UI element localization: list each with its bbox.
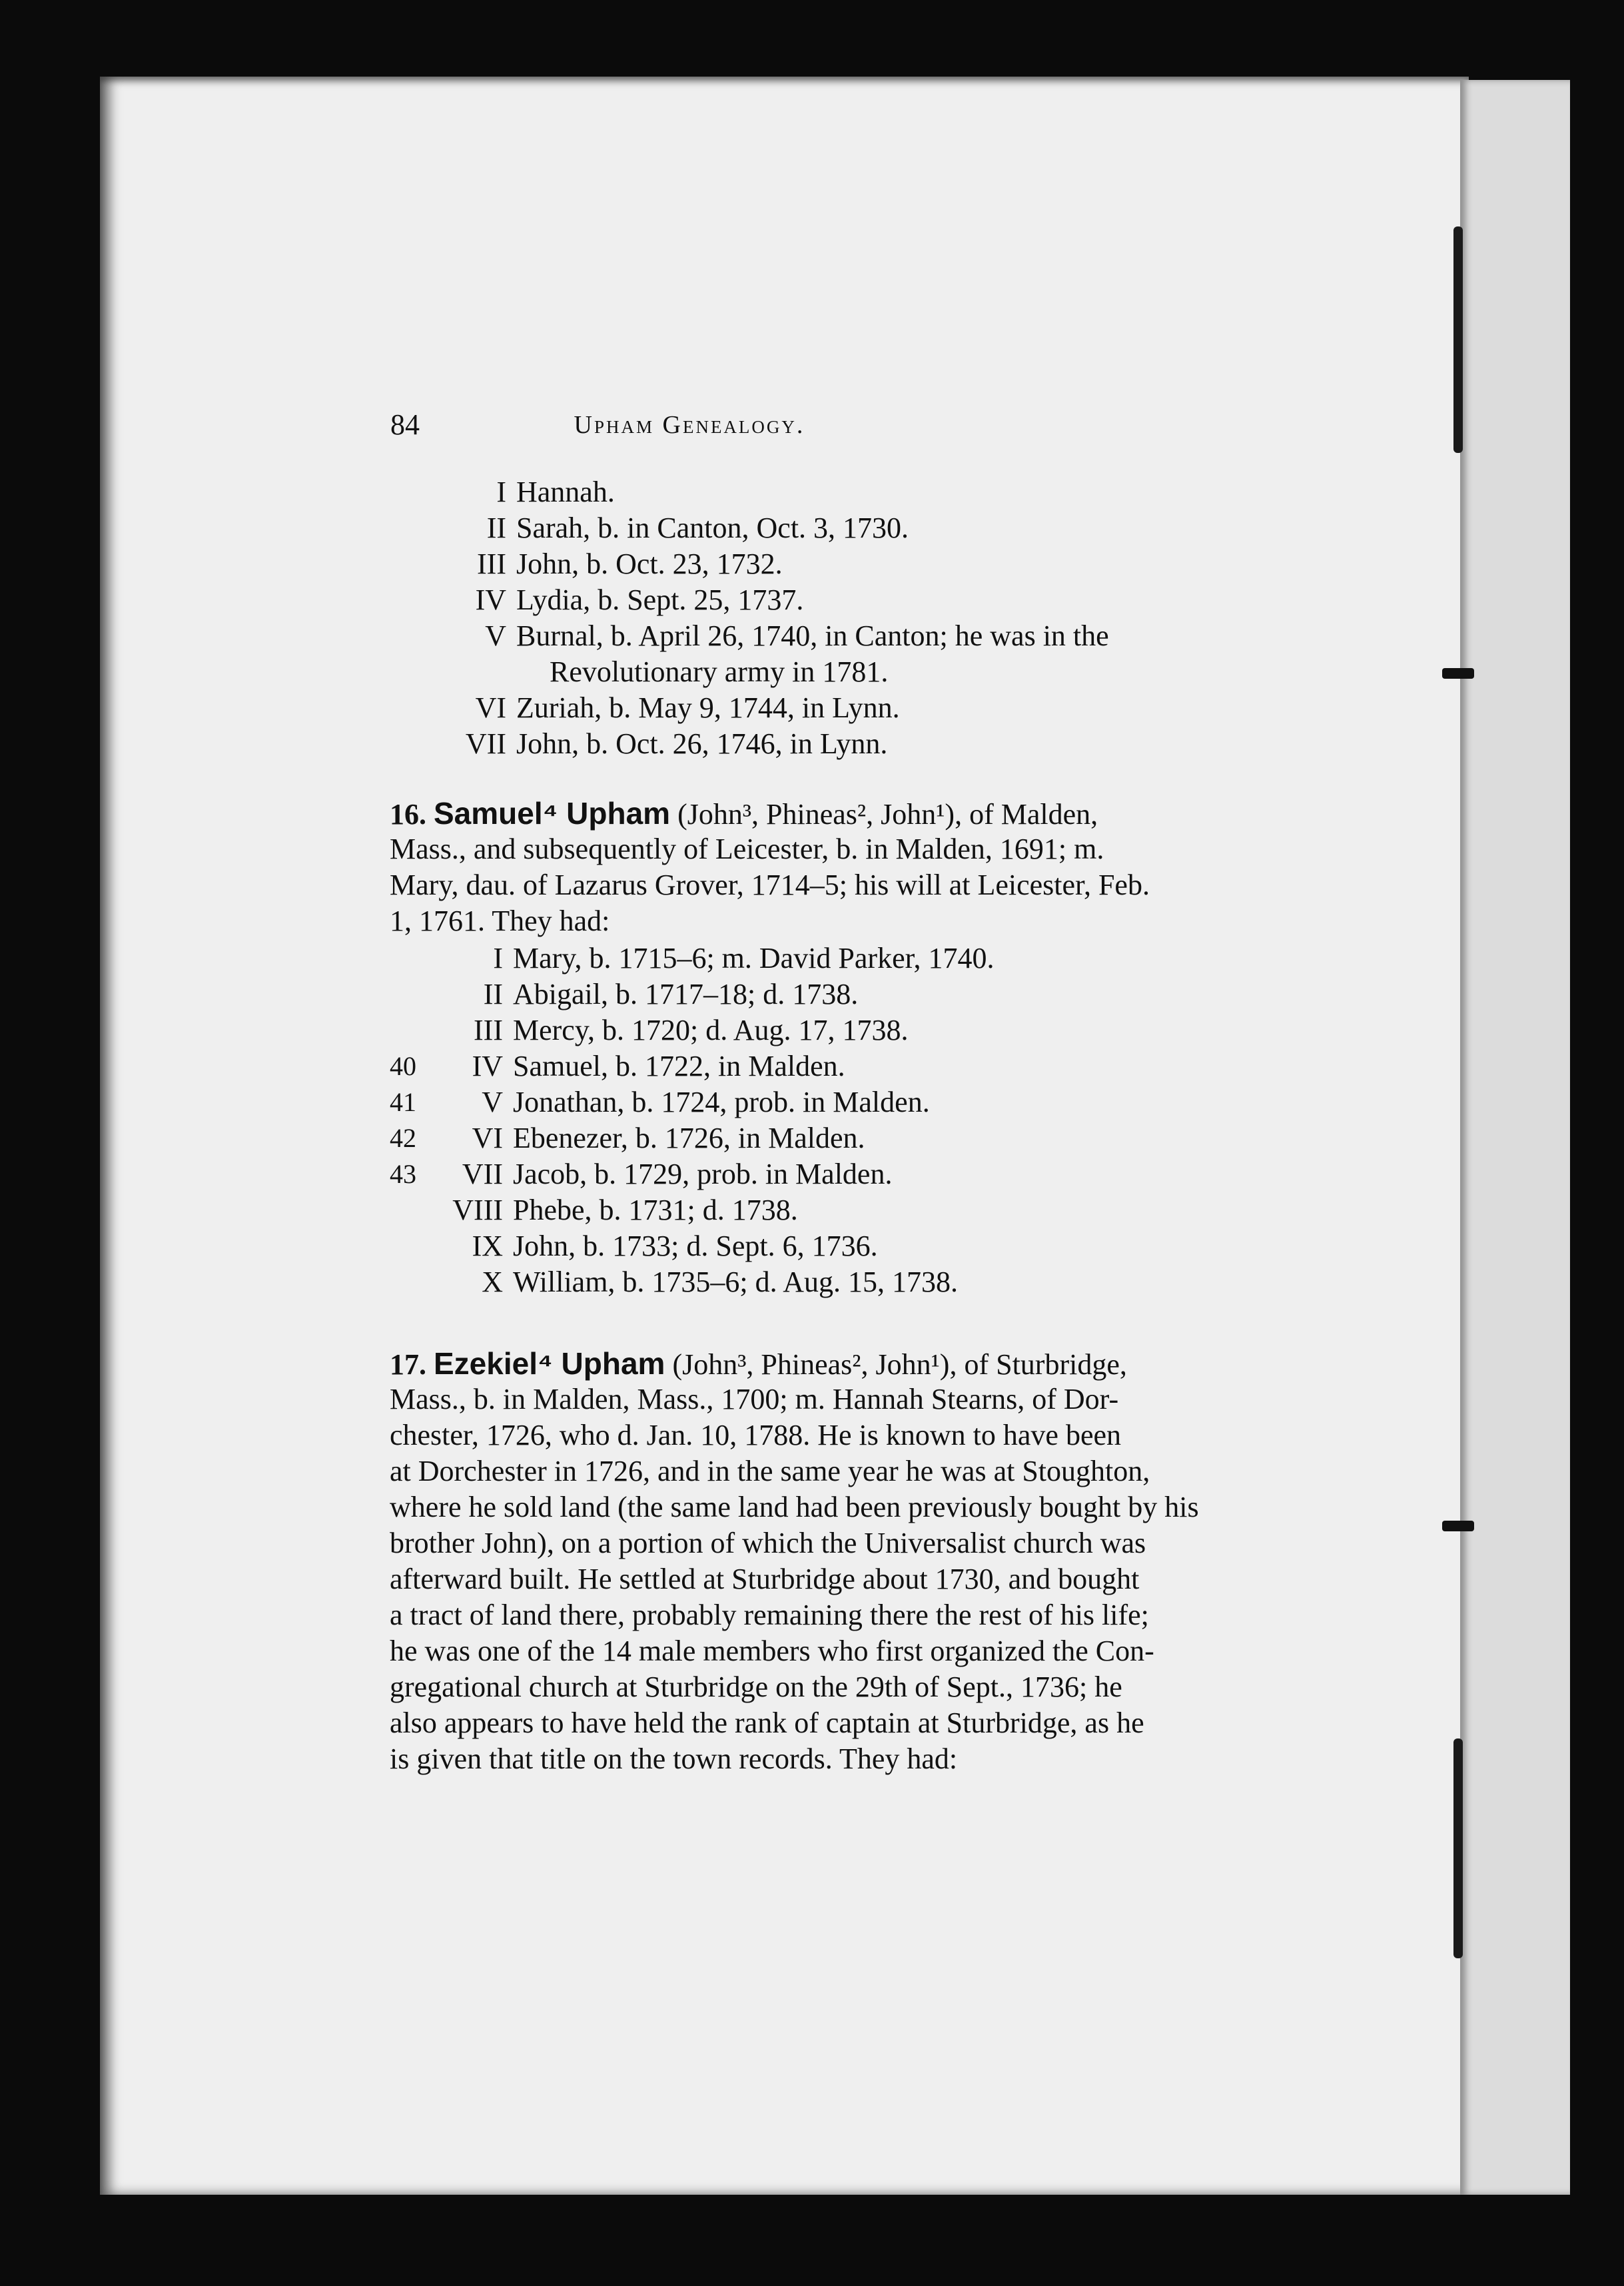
child-entry: Samuel, b. 1722, in Malden. — [513, 1050, 845, 1082]
entry-heading — [390, 1345, 1239, 1383]
entry-number: 16. — [390, 798, 426, 831]
roman-numeral: VI — [472, 1122, 503, 1154]
entry-text: Mass., b. in Malden, Mass., 1700; m. Hannah Stearns, of Dor- — [390, 1383, 1119, 1415]
child-entry: Jacob, b. 1729, prob. in Malden. — [513, 1158, 893, 1190]
entry-text: Mass., and subsequently of Leicester, b. in Malden, 1691; m. — [390, 833, 1104, 865]
person-name: Samuel⁴ Upham — [434, 796, 671, 831]
child-entry: Lydia, b. Sept. 25, 1737. — [516, 583, 804, 616]
child-entry: Ebenezer, b. 1726, in Malden. — [513, 1122, 865, 1154]
roman-numeral: V — [485, 619, 506, 652]
roman-numeral: VI — [475, 691, 506, 724]
roman-numeral: II — [486, 512, 506, 544]
cross-reference: 43 — [390, 1159, 416, 1189]
binding-mark — [1442, 668, 1474, 679]
roman-numeral: V — [482, 1086, 503, 1118]
child-entry: Sarah, b. in Canton, Oct. 3, 1730. — [516, 512, 909, 544]
child-entry: John, b. 1733; d. Sept. 6, 1736. — [513, 1230, 878, 1262]
child-entry: Mercy, b. 1720; d. Aug. 17, 1738. — [513, 1014, 909, 1046]
entry-text: 1, 1761. They had: — [390, 905, 610, 937]
child-entry: Zuriah, b. May 9, 1744, in Lynn. — [516, 691, 900, 724]
running-head: Upham Genealogy. — [574, 411, 805, 439]
roman-numeral: I — [493, 942, 503, 974]
entry-text: (John³, Phineas², John¹), of Malden, — [677, 798, 1098, 831]
child-entry: Hannah. — [516, 476, 615, 508]
entry-number: 17. — [390, 1348, 426, 1381]
entry-text: brother John), on a portion of which the Universalist church was — [390, 1527, 1146, 1559]
entry-text: at Dorchester in 1726, and in the same year he was at Stoughton, — [390, 1455, 1150, 1487]
roman-numeral: III — [474, 1014, 503, 1046]
page-number: 84 — [390, 408, 420, 441]
roman-numeral: III — [477, 548, 506, 580]
child-entry: Burnal, b. April 26, 1740, in Canton; he was in the — [516, 619, 1109, 652]
binding-mark — [1442, 1521, 1474, 1531]
entry-text: gregational church at Sturbridge on the 29th of Sept., 1736; he — [390, 1671, 1122, 1703]
child-entry: William, b. 1735–6; d. Aug. 15, 1738. — [513, 1266, 958, 1298]
child-entry: Phebe, b. 1731; d. 1738. — [513, 1194, 798, 1226]
roman-numeral: VII — [465, 727, 506, 760]
entry-text: is given that title on the town records. They had: — [390, 1742, 958, 1775]
roman-numeral: I — [496, 476, 506, 508]
child-entry: John, b. Oct. 26, 1746, in Lynn. — [516, 727, 888, 760]
child-entry: Mary, b. 1715–6; m. David Parker, 1740. — [513, 942, 995, 974]
roman-numeral: X — [482, 1266, 503, 1298]
entry-text: he was one of the 14 male members who first organized the Con- — [390, 1635, 1154, 1667]
facing-page-edge — [1460, 80, 1570, 2195]
entry-text: (John³, Phineas², John¹), of Sturbridge, — [672, 1348, 1127, 1381]
roman-numeral: IV — [475, 583, 506, 616]
binding-thread — [1453, 226, 1463, 453]
child-entry: Revolutionary army in 1781. — [550, 655, 889, 688]
roman-numeral: IV — [472, 1050, 503, 1082]
cross-reference: 41 — [390, 1087, 416, 1117]
child-entry: Jonathan, b. 1724, prob. in Malden. — [513, 1086, 930, 1118]
roman-numeral: VIII — [452, 1194, 503, 1226]
roman-numeral: IX — [472, 1230, 503, 1262]
roman-numeral: VII — [462, 1158, 503, 1190]
child-entry: John, b. Oct. 23, 1732. — [516, 548, 783, 580]
entry-text: also appears to have held the rank of captain at Sturbridge, as he — [390, 1707, 1144, 1739]
entry-text: chester, 1726, who d. Jan. 10, 1788. He is known to have been — [390, 1419, 1122, 1451]
roman-numeral: II — [483, 978, 503, 1010]
entry-heading — [390, 795, 1239, 833]
entry-text: Mary, dau. of Lazarus Grover, 1714–5; his will at Leicester, Feb. — [390, 869, 1150, 901]
cross-reference: 42 — [390, 1123, 416, 1153]
entry-text: where he sold land (the same land had been previously bought by his — [390, 1491, 1199, 1523]
entry-text: a tract of land there, probably remaining there the rest of his life; — [390, 1599, 1149, 1631]
binding-thread — [1453, 1738, 1463, 1958]
entry-text: afterward built. He settled at Sturbridge about 1730, and bought — [390, 1563, 1140, 1595]
cross-reference: 40 — [390, 1051, 416, 1081]
person-name: Ezekiel⁴ Upham — [434, 1346, 665, 1381]
child-entry: Abigail, b. 1717–18; d. 1738. — [513, 978, 859, 1010]
